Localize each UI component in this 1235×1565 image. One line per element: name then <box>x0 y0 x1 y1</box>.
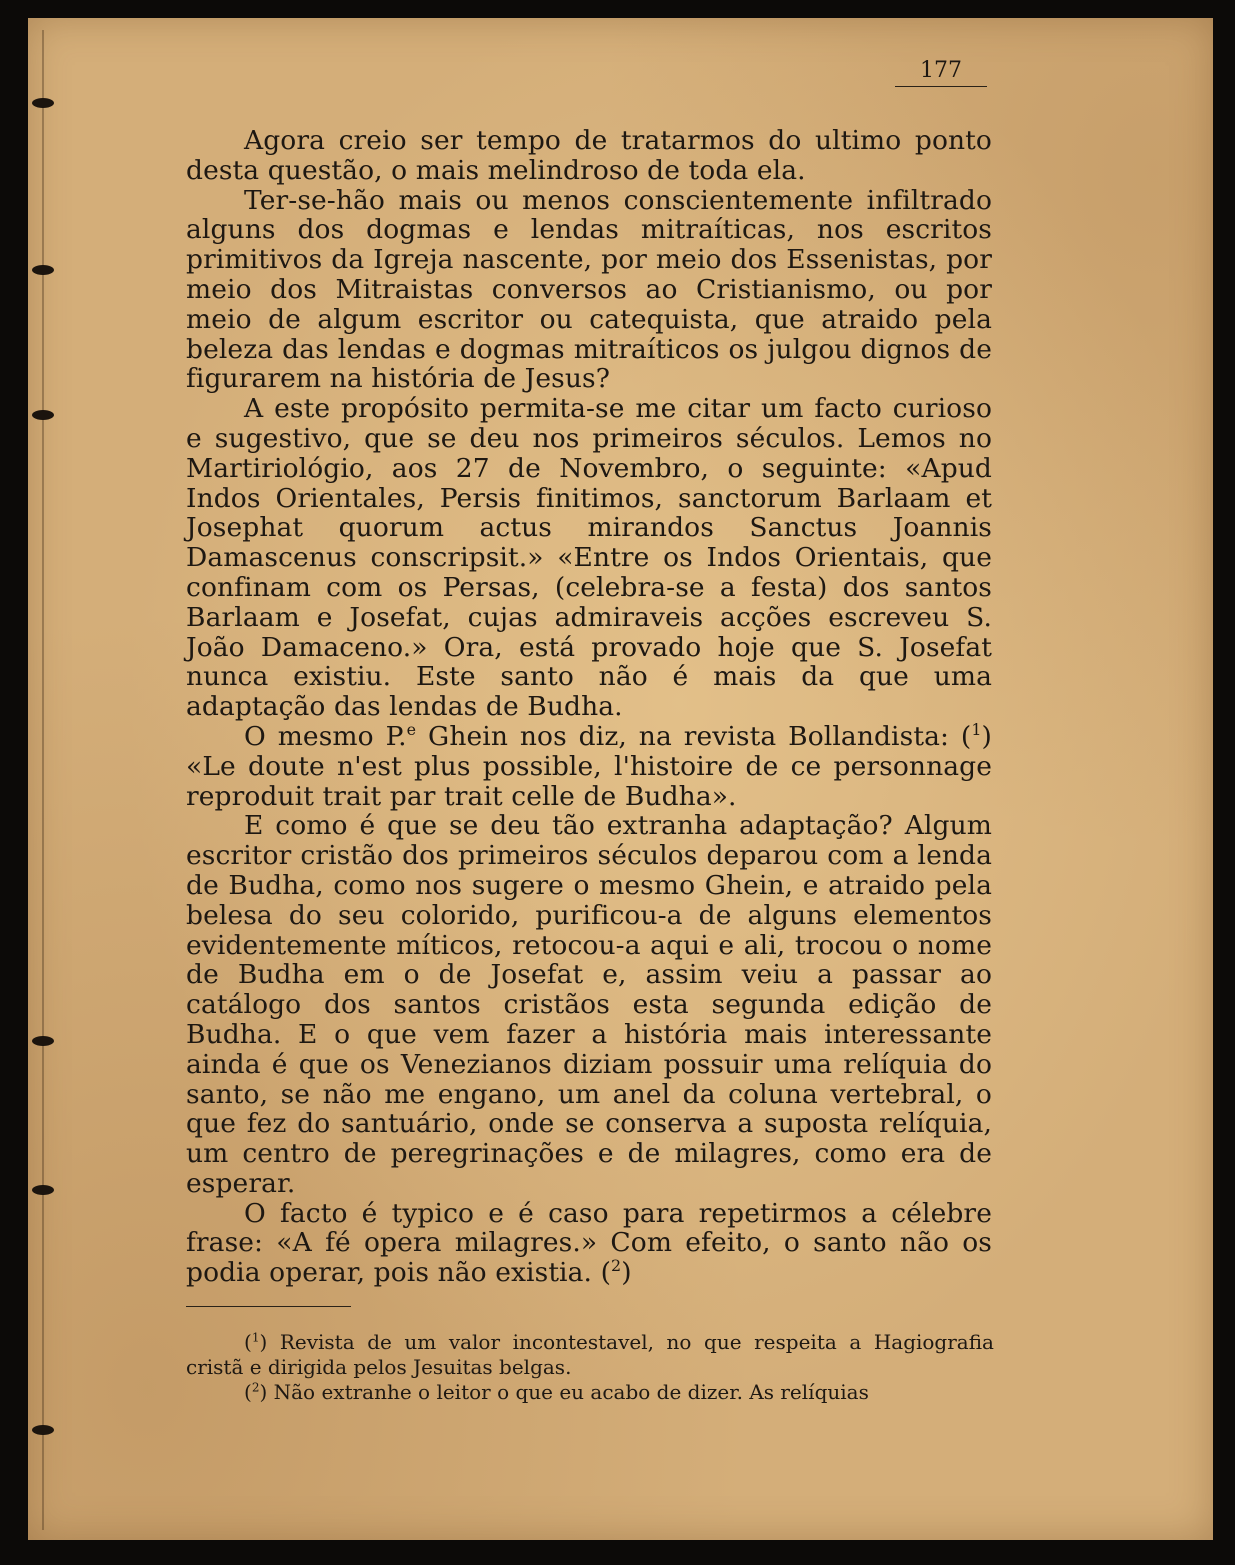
binding-edge <box>42 30 50 1530</box>
footnote-text: Não extranhe o leitor o que eu acabo de dizer. As relíquias <box>273 1380 869 1404</box>
footnote-marker: 2 <box>251 1380 260 1395</box>
footnote-reference: 1 <box>971 720 982 740</box>
paragraph <box>186 722 992 811</box>
footnote-reference: 2 <box>611 1256 622 1276</box>
binding-hole <box>32 1185 54 1195</box>
paragraph: Ter-se-hão mais ou menos conscientemente infiltrado alguns dos dogmas e lendas mitraíticas, nos escritos primitivos da Igreja nascente, por meio dos Essenistas, por meio dos Mitraistas conversos ao Cristianismo, ou por meio de algum escritor ou catequista, que atraido pela beleza das lendas e dogmas mitraíticos os julgou dignos de figurarem na história de Jesus? <box>186 184 992 395</box>
paragraph: A este propósito permita-se me citar um facto curioso e sugestivo, que se deu nos primeiros séculos. Lemos no Martiriológio, aos 27 de Novembro, o seguinte: «Apud Indos Orientales, Persis finitimos, sanctorum Barlaam et Josephat quorum actus mirandos Sanctus Joannis Damascenus conscripsit.» «Entre os Indos Orientais, que confinam com os Persas, (celebra-se a festa) dos santos Barlaam e Josefat, cujas admiraveis acções escreveu S. João Damaceno.» Ora, está provado hoje que S. Josefat nunca existiu. Este santo não é mais da que uma adaptação das lendas de Budha. <box>186 393 992 723</box>
binding-hole <box>32 410 54 420</box>
paragraph-text: Ghein nos diz, na revista Bollandista: ( <box>416 720 972 752</box>
body-text <box>186 126 992 1288</box>
paragraph: Agora creio ser tempo de tratarmos do ultimo ponto desta questão, o mais melindroso de toda ela. <box>186 125 992 186</box>
paragraph: E como é que se deu tão extranha adaptação? Algum escritor cristão dos primeiros séculos deparou com a lenda de Budha, como nos sugere o mesmo Ghein, e atraido pela belesa do seu colorido, purificou-a de alguns elementos evidentemente míticos, retocou-a aqui e ali, trocou o nome de Budha em o de Josefat e, assim veiu a passar ao catálogo dos santos cristãos esta segunda edição de Budha. E o que vem fazer a história mais interessante ainda é que os Venezianos diziam possuir uma relíquia do santo, se não me engano, um anel da coluna vertebral, o que fez do santuário, onde se conserva a suposta relíquia, um centro de peregrinações e de milagres, como era de esperar. <box>186 810 992 1199</box>
paragraph-text: ) <box>621 1257 632 1289</box>
footnotes <box>186 1330 994 1405</box>
footnote: ($^1$) Revista de um valor incontestavel, no que respeita a Hagiografia cristã e dirigida pelos Jesuitas belgas. <box>186 1330 994 1379</box>
footnote-marker: 1 <box>251 1330 260 1345</box>
binding-hole <box>32 265 54 275</box>
page-number: 177 <box>895 58 987 87</box>
binding-hole <box>32 1425 54 1435</box>
binding-hole <box>32 1036 54 1046</box>
paragraph-text: O mesmo P. <box>244 720 407 752</box>
footnote-text: Revista de um valor incontestavel, no que respeita a Hagiografia cristã e dirigida pelos Jesuitas belgas. <box>186 1330 994 1379</box>
footnote: ($^2$) Não extranhe o leitor o que eu acabo de dizer. As relíquias <box>244 1380 869 1404</box>
footnote-separator <box>186 1306 351 1307</box>
binding-hole <box>32 98 54 108</box>
abbreviation-superscript: e <box>406 720 417 740</box>
paragraph <box>186 1199 992 1288</box>
paragraph-text: ) «Le doute n'est plus possible, l'histoire de ce personnage reproduit trait par trait celle de Budha». <box>186 720 992 812</box>
paragraph-text: O facto é typico e é caso para repetirmos a célebre frase: «A fé opera milagres.» Com efeito, o santo não os podia operar, pois não existia. ( <box>186 1197 992 1289</box>
